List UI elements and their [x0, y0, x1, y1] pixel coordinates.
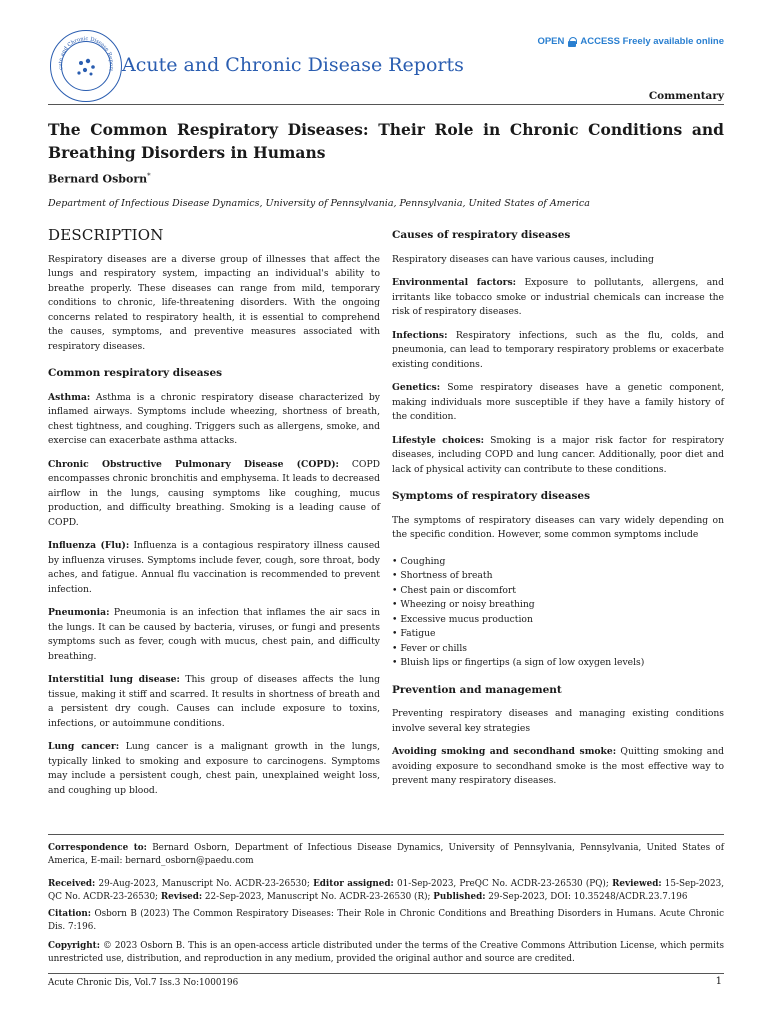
- right-column: [392, 228, 724, 798]
- journal-title: Acute and Chronic Disease Reports: [122, 54, 464, 76]
- author-mark: *: [147, 172, 151, 180]
- causes-intro: Respiratory diseases can have various causes, including: [392, 253, 654, 265]
- journal-logo: [50, 30, 122, 102]
- cause-paragraph: Environmental factors: Exposure to pollutants, allergens, and irritants like tobacco smoke or industrial chemicals can increase the risk of respiratory diseases.: [392, 277, 724, 317]
- page-footer-divider: [48, 973, 724, 974]
- journal-header: [48, 28, 724, 108]
- prevention-heading: Prevention and management: [392, 683, 562, 696]
- correspondence: Correspondence to: Bernard Osborn, Department of Infectious Disease Dynamics, University of Pennsylvania, Pennsylvania, United States of America, E-mail: bernard_osborn@paedu.com: [48, 843, 724, 866]
- article-title: The Common Respiratory Diseases: Their Role in Chronic Conditions and Breathing Disorders in Humans: [48, 120, 724, 162]
- left-column: [48, 228, 380, 807]
- cause-paragraph: Infections: Respiratory infections, such as the flu, colds, and pneumonia, can lead to temporary respiratory problems or exacerbate existing conditions.: [392, 329, 724, 370]
- list-item: • Fatigue: [392, 628, 436, 639]
- description-heading: DESCRIPTION: [48, 226, 164, 244]
- cause-paragraph: Lifestyle choices: Smoking is a major risk factor for respiratory diseases, including COPD and lung cancer. Additionally, poor diet and lack of physical activity can contribute to these conditions.: [392, 434, 724, 475]
- list-item: • Coughing: [392, 555, 446, 567]
- disease-paragraph: Influenza (Flu): Influenza is a contagious respiratory illness caused by influenza viruses. Symptoms include fever, cough, sore throat, body aches, and fatigue. Annual flu vaccination is recommended to prevent infection.: [48, 540, 381, 595]
- journal-reference: Acute Chronic Dis, Vol.7 Iss.3 No:1000196: [48, 978, 239, 988]
- open-access-prefix: OPEN: [537, 36, 565, 47]
- prevention-paragraph: Avoiding smoking and secondhand smoke: Quitting smoking and avoiding exposure to secondhand smoke is the most effective way to prevent many respiratory diseases.: [392, 746, 724, 786]
- intro-paragraph: Respiratory diseases are a diverse group of illnesses that affect the lungs and respiratory system, impacting an individual's ability to breathe properly. These diseases can range from mild, temporary conditions to chronic, life-threatening disorders. With the ongoing concerns related to respiratory health, it is essential to comprehend the causes, symptoms, and preventive measures associated with respiratory diseases.: [48, 253, 380, 352]
- article-dates: Received: 29-Aug-2023, Manuscript No. ACDR-23-26530; Editor assigned: 01-Sep-2023, PreQC No. ACDR-23-26530 (PQ); Reviewed: 15-Sep-2023, QC No. ACDR-23-26530; Revised: 22-Sep-2023, Manuscript No. ACDR-23-26530 (R); Published: 29-Sep-2023, DOI: 10.35248/ACDR.23.7.196: [48, 879, 724, 902]
- open-access-suffix: ACCESS Freely available online: [580, 36, 724, 47]
- copyright: Copyright: © 2023 Osborn B. This is an open-access article distributed under the terms of the Creative Commons Attribution License, which permits unrestricted use, distribution, and reproduction in any medium, provided the original author and source are credited.: [48, 941, 724, 964]
- list-item: • Chest pain or discomfort: [392, 584, 516, 596]
- footer-divider: [48, 834, 724, 835]
- list-item: • Fever or chills: [392, 642, 468, 654]
- symptoms-heading: Symptoms of respiratory diseases: [392, 490, 591, 502]
- list-item: • Excessive mucus production: [392, 613, 533, 625]
- article-author: [48, 172, 151, 186]
- article-type: Commentary: [648, 90, 724, 102]
- prevention-intro: Preventing respiratory diseases and managing existing conditions involve several key strategies: [392, 708, 724, 734]
- disease-paragraph: Interstitial lung disease: This group of diseases affects the lung tissue, making it stiff and scarred. It results in shortness of breath and a persistent dry cough. Causes can include exposure to toxins, infections, or autoimmune conditions.: [48, 674, 380, 729]
- disease-paragraph: Lung cancer: Lung cancer is a malignant growth in the lungs, typically linked to smoking and exposure to carcinogens. Symptoms may include a persistent cough, chest pain, unexplained weight loss, and coughing up blood.: [48, 741, 380, 796]
- open-access-badge: [537, 36, 724, 47]
- causes-heading: Causes of respiratory diseases: [392, 229, 571, 241]
- disease-paragraph: Chronic Obstructive Pulmonary Disease (COPD): COPD encompasses chronic bronchitis and emphysema. It leads to decreased airflow in the lungs, causing symptoms like coughing, mucus production, and difficulty breathing. Smoking is a leading cause of COPD.: [48, 458, 381, 528]
- disease-paragraph: Pneumonia: Pneumonia is an infection that inflames the air sacs in the lungs. It can be caused by bacteria, viruses, or fungi and presents symptoms such as fever, cough with mucus, chest pain, and difficulty breathing.: [48, 607, 380, 662]
- open-lock-icon: [568, 37, 576, 47]
- list-item: • Wheezing or noisy breathing: [392, 599, 535, 610]
- common-diseases-heading: Common respiratory diseases: [48, 367, 223, 379]
- logo-ring-text: [51, 31, 121, 101]
- svg-text:Acute and Chronic Disease Repo: cute and Chronic Disease Report: [57, 36, 115, 72]
- author-affiliation: Department of Infectious Disease Dynamics, University of Pennsylvania, Pennsylvania, United States of America: [48, 198, 590, 209]
- author-name: Bernard Osborn: [48, 172, 148, 186]
- page-number: 1: [715, 976, 722, 987]
- list-item: • Bluish lips or fingertips (a sign of low oxygen levels): [392, 657, 645, 668]
- symptoms-list: [392, 555, 724, 671]
- citation: Citation: Osborn B (2023) The Common Respiratory Diseases: Their Role in Chronic Conditions and Breathing Disorders in Humans. Acute Chronic Dis. 7:196.: [48, 909, 724, 932]
- cause-paragraph: Genetics: Some respiratory diseases have a genetic component, making individuals more susceptible if they have a family history of the condition.: [392, 382, 724, 422]
- symptoms-intro: The symptoms of respiratory diseases can vary widely depending on the specific condition. However, some common symptoms include: [392, 514, 724, 540]
- header-divider: [48, 104, 724, 105]
- disease-paragraph: Asthma: Asthma is a chronic respiratory disease characterized by inflamed airways. Symptoms include wheezing, shortness of breath, chest tightness, and coughing. Triggers such as allergens, smoke, and exercise can exacerbate asthma attacks.: [48, 391, 380, 446]
- list-item: • Shortness of breath: [392, 570, 493, 581]
